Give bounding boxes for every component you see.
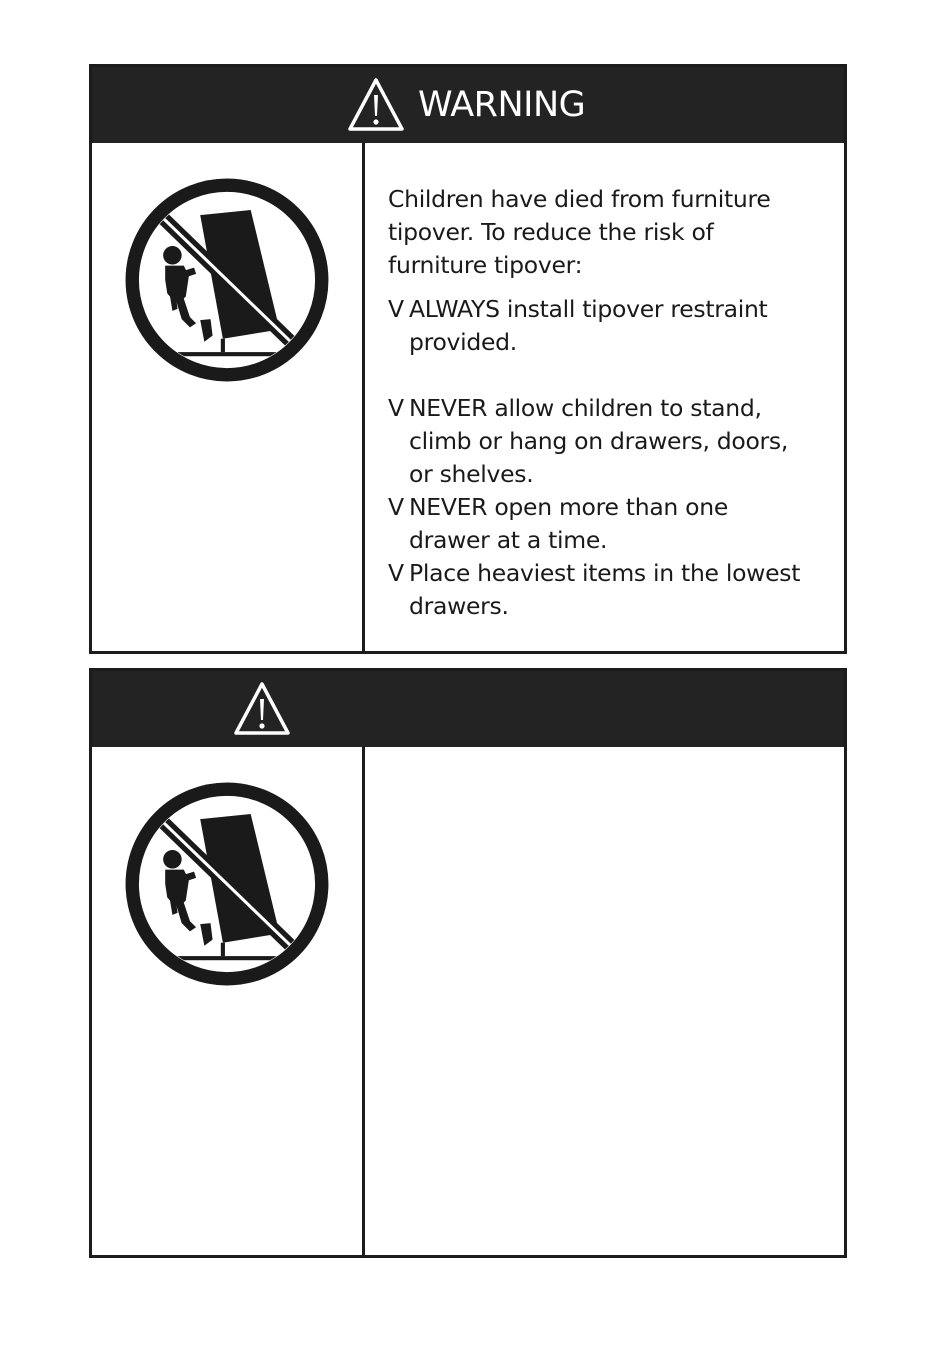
column-divider (362, 143, 365, 651)
warning-item-text: Place heaviest items in the lowest drawers. (409, 559, 801, 620)
warning-triangle-icon (232, 680, 292, 738)
check-mark: V (388, 394, 404, 422)
warning-item (388, 557, 808, 623)
warning-text (388, 183, 808, 623)
no-climbing-tipover-icon (124, 177, 330, 383)
warning-title: WARNING (418, 85, 586, 125)
check-mark: V (388, 493, 404, 521)
blank-warning-panel (89, 668, 847, 1258)
blank-warning-header (92, 671, 844, 747)
check-mark: V (388, 295, 404, 323)
warning-header (92, 67, 844, 143)
warning-item-text: NEVER open more than one drawer at a time. (409, 493, 729, 554)
warning-item (388, 491, 808, 557)
warning-item-text: NEVER allow children to stand, climb or hang on drawers, doors, or shelves. (409, 394, 789, 488)
check-mark: V (388, 559, 404, 587)
no-climbing-tipover-icon (124, 781, 330, 987)
warning-intro: Children have died from furniture tipover. To reduce the risk of furniture tipover: (388, 185, 771, 279)
warning-item-text: ALWAYS install tipover restraint provided. (409, 295, 768, 356)
column-divider (362, 747, 365, 1255)
warning-item (388, 293, 808, 359)
warning-triangle-icon (346, 76, 406, 134)
warning-item (388, 392, 808, 491)
warning-panel (89, 64, 847, 654)
